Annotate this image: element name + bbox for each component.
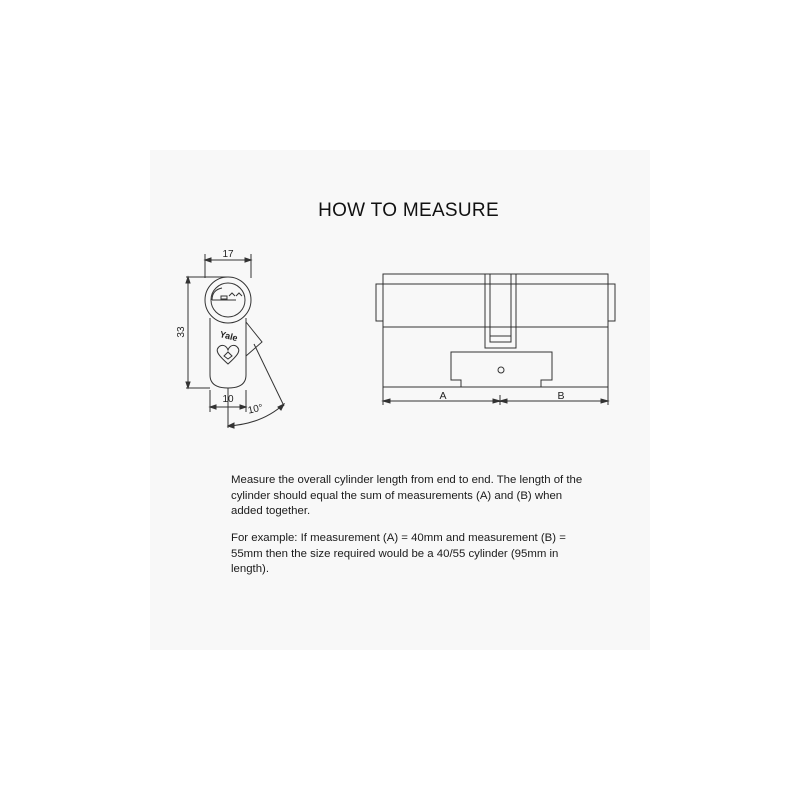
left-end-cap (376, 284, 383, 321)
cam-block (451, 352, 552, 387)
dim-label-height: 33 (176, 326, 187, 338)
cylinder-body (383, 274, 608, 387)
label-b: B (557, 390, 565, 402)
angle-label: 10° (246, 402, 265, 417)
dim-label-base: 10 (222, 394, 234, 405)
dim-label-width: 17 (222, 249, 234, 260)
example-paragraph: For example: If measurement (A) = 40mm and measurement (B) = 55mm then the size required would be a 40/55 cylinder (95mm in length). (231, 532, 566, 575)
profile-stem (210, 318, 246, 388)
label-a: A (439, 390, 447, 402)
angle-line (254, 344, 284, 406)
retaining-screw-hole (498, 367, 504, 373)
profile-cam (246, 322, 262, 356)
instruction-paragraph: Measure the overall cylinder length from end to end. The length of the cylinder should equal the sum of measurements (A) and (B) when added together. (231, 474, 583, 517)
page-title: HOW TO MEASURE (318, 200, 499, 221)
right-end-cap (608, 284, 615, 321)
brand-label: Yale (218, 329, 239, 344)
kitemark-icon (217, 345, 239, 364)
cylinder-side-view (376, 274, 615, 405)
